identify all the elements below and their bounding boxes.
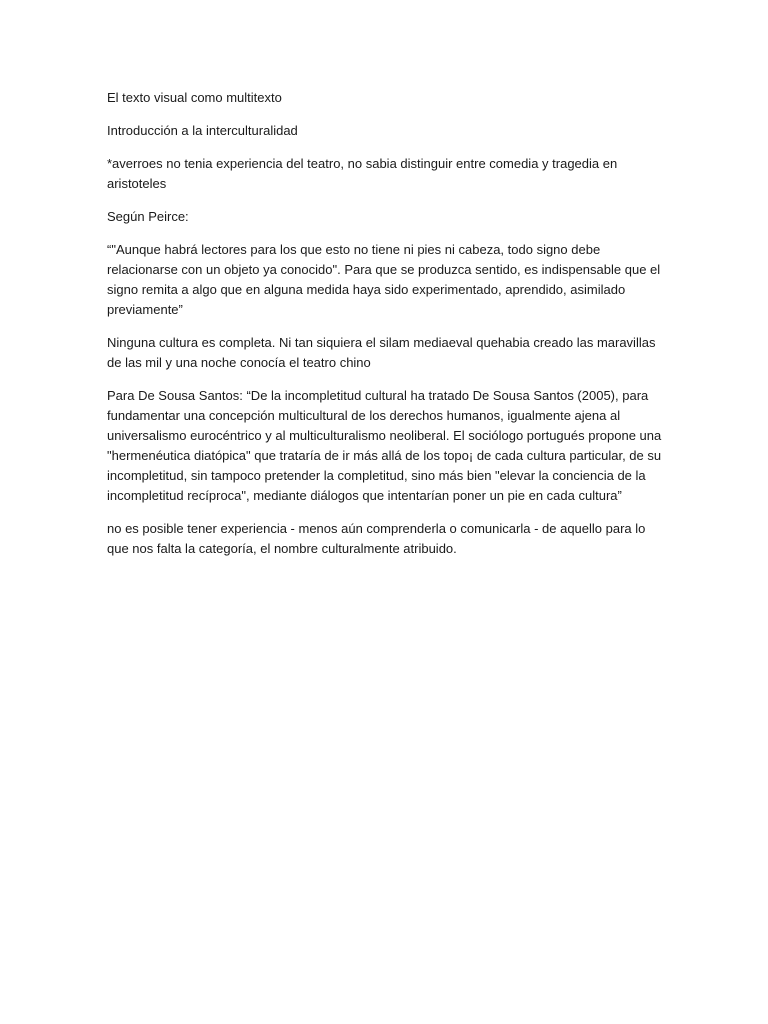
paragraph-ninguna-cultura: Ninguna cultura es completa. Ni tan siquiera el silam mediaeval quehabia creado las maravillas de las mil y una noche conocía el teatro chino: [107, 335, 656, 370]
document-body: [107, 88, 667, 572]
paragraph-peirce-heading: Según Peirce:: [107, 209, 189, 224]
paragraph-peirce-quote: “"Aunque habrá lectores para los que esto no tiene ni pies ni cabeza, todo signo debe relacionarse con un objeto ya conocido". Para que se produzca sentido, es indispensable que el signo remita a algo que en alguna medida haya sido experimentado, aprendido, asimilado previamente”: [107, 242, 661, 317]
document-title: El texto visual como multitexto: [107, 90, 282, 105]
document-subtitle: Introducción a la interculturalidad: [107, 123, 298, 138]
paragraph-averroes: *averroes no tenia experiencia del teatro, no sabia distinguir entre comedia y tragedia en aristoteles: [107, 156, 618, 191]
paragraph-de-sousa-santos: Para De Sousa Santos: “De la incompletitud cultural ha tratado De Sousa Santos (2005), para fundamentar una concepción multicultural de los derechos humanos, igualmente ajena al universalismo eurocéntrico y al multiculturalismo neoliberal. El sociólogo portugués propone una "hermenéutica diatópica" que trataría de ir más allá de los topo¡ de cada cultura particular, de su incompletitud, sin tampoco pretender la completitud, sino más bien "elevar la conciencia de la incompletitud recíproca", mediante diálogos que intentarían poner un pie en cada cultura”: [107, 388, 662, 503]
paragraph-conclusion: no es posible tener experiencia - menos aún comprenderla o comunicarla - de aquello para lo que nos falta la categoría, el nombre culturalmente atribuido.: [107, 521, 646, 556]
